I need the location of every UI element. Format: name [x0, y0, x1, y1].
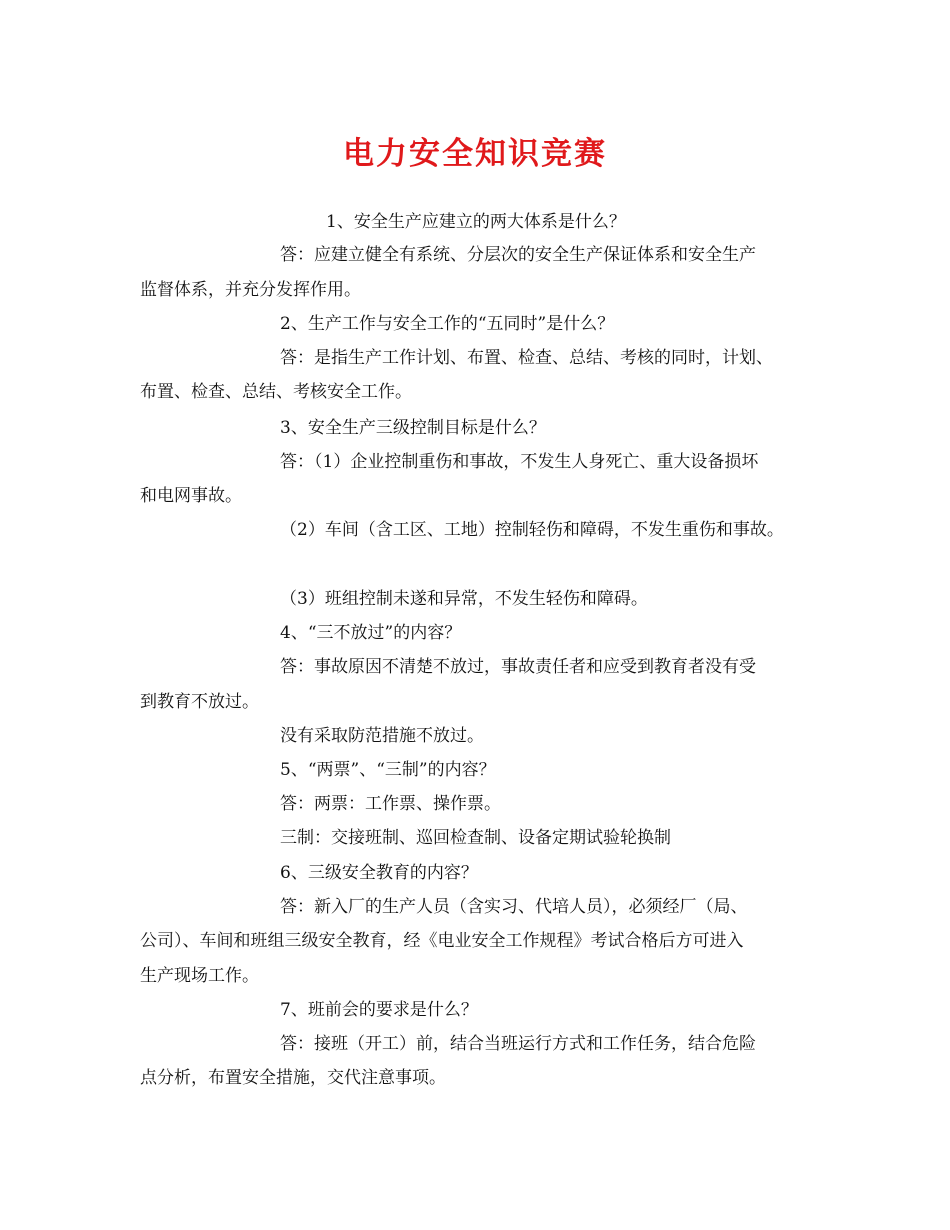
question-3: 3、安全生产三级控制目标是什么？	[280, 418, 546, 438]
answer-4-line-1: 答：事故原因不清楚不放过，事故责任者和应受到教育者没有受	[280, 657, 756, 677]
answer-6-line-3: 生产现场工作。	[140, 966, 259, 986]
answer-7-line-1: 答：接班（开工）前，结合当班运行方式和工作任务，结合危险	[280, 1034, 756, 1054]
question-2: 2、生产工作与安全工作的“五同时”是什么？	[280, 314, 615, 334]
answer-2-line-2: 布置、检查、总结、考核安全工作。	[140, 382, 412, 402]
answer-1-line-1: 答：应建立健全有系统、分层次的安全生产保证体系和安全生产	[280, 245, 756, 265]
answer-6-line-2: 公司）、车间和班组三级安全教育，经《电业安全工作规程》考试合格后方可进入	[140, 931, 744, 951]
answer-2-line-1: 答：是指生产工作计划、布置、检查、总结、考核的同时，计划、	[280, 348, 773, 368]
answer-3-line-1: 答：（1）企业控制重伤和事故，不发生人身死亡、重大设备损坏	[280, 452, 759, 472]
answer-5-line-2: 三制：交接班制、巡回检查制、设备定期试验轮换制	[280, 828, 671, 848]
answer-6-line-1: 答：新入厂的生产人员（含实习、代培人员），必须经厂（局、	[280, 897, 748, 917]
question-1: 1、安全生产应建立的两大体系是什么？	[326, 212, 626, 232]
answer-7-line-2: 点分析，布置安全措施，交代注意事项。	[140, 1068, 446, 1088]
answer-5-line-1: 答：两票：工作票、操作票。	[280, 794, 501, 814]
document-title: 电力安全知识竞赛	[343, 136, 607, 172]
answer-4-line-2: 到教育不放过。	[140, 692, 259, 712]
question-5: 5、“两票”、“三制”的内容？	[280, 760, 496, 780]
question-4: 4、“三不放过”的内容？	[280, 623, 462, 643]
answer-3-line-3: （2）车间（含工区、工地）控制轻伤和障碍，不发生重伤和事故。	[280, 520, 784, 540]
answer-3-line-4: （3）班组控制未遂和异常，不发生轻伤和障碍。	[280, 589, 648, 609]
answer-1-line-2: 监督体系，并充分发挥作用。	[140, 280, 361, 300]
question-7: 7、班前会的要求是什么？	[280, 1000, 478, 1020]
answer-4-line-3: 没有采取防范措施不放过。	[280, 726, 484, 746]
answer-3-line-2: 和电网事故。	[140, 486, 242, 506]
question-6: 6、三级安全教育的内容？	[280, 863, 478, 883]
